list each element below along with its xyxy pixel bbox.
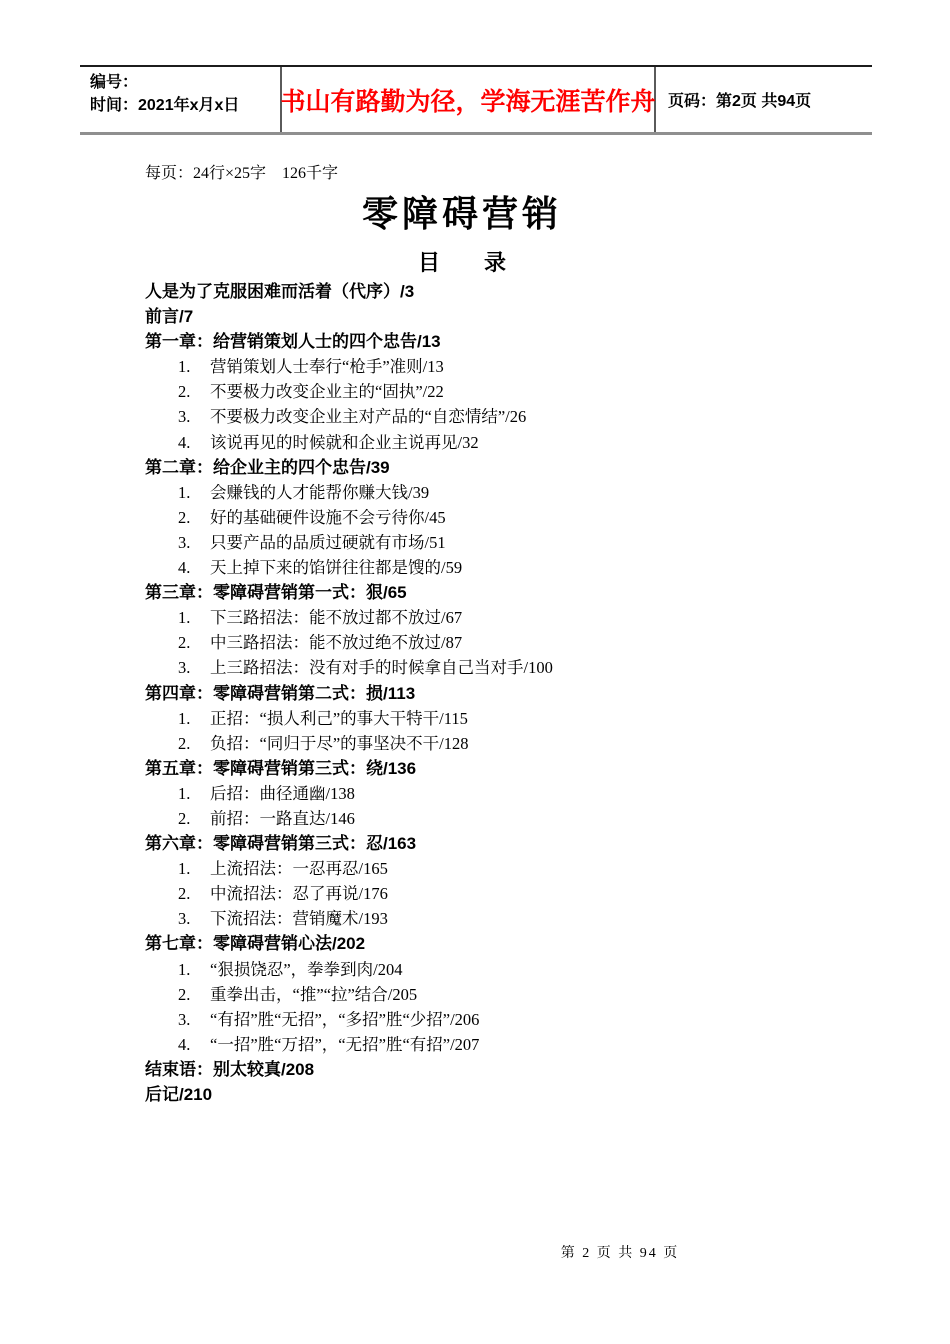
document-title: 零障碍营销	[361, 194, 562, 234]
toc-item-number: 1.	[178, 482, 191, 502]
motto-banner: 书山有路勤为径，学海无涯苦作舟	[280, 88, 656, 116]
header-info-cell	[80, 67, 280, 132]
toc-item-row	[145, 806, 825, 831]
page-meta-line: 每页：24行×25字 126千字	[145, 165, 339, 182]
toc-item-text: 只要产品的品质过硬就有市场/51	[210, 532, 446, 552]
toc-item-row	[145, 480, 825, 505]
toc-item-number: 2.	[178, 984, 191, 1004]
toc-item-number: 3.	[178, 658, 191, 678]
toc-chapter-row: 人是为了克服困难而活着（代序）/3	[145, 282, 415, 301]
toc-item-text: 好的基础硬件设施不会亏待你/45	[210, 507, 446, 527]
toc-item-row	[145, 781, 825, 806]
toc-chapter-row: 第六章：零障碍营销第三式：忍/163	[145, 834, 417, 854]
page-footer: 第 2 页 共 94 页	[560, 1246, 680, 1261]
toc-item-text: 不要极力改变企业主对产品的“自恋情结”/26	[210, 407, 527, 427]
toc-item-row	[145, 354, 825, 379]
toc-item-number: 2.	[178, 733, 191, 753]
toc-item-number: 3.	[178, 909, 191, 929]
toc-item-row	[145, 731, 825, 756]
page-number-label: 页码：第2页 共94页	[668, 93, 812, 110]
header-table	[80, 65, 872, 135]
toc-item-row	[145, 404, 825, 429]
toc-item-row	[145, 906, 825, 931]
toc-item-number: 3.	[178, 407, 191, 427]
toc-chapter-row: 结束语：别太较真/208	[145, 1059, 315, 1079]
toc-item-text: 下流招法：营销魔术/193	[210, 909, 388, 929]
toc-chapter-row: 第一章：给营销策划人士的四个忠告/13	[145, 332, 441, 352]
toc-item-row	[145, 605, 825, 630]
toc-item-row	[145, 530, 825, 555]
toc-item-number: 4.	[178, 558, 191, 578]
toc-chapter-row: 第四章：零障碍营销第二式：损/113	[145, 683, 416, 703]
toc-chapter-row: 第五章：零障碍营销第三式：绕/136	[145, 758, 417, 778]
toc-item-row	[145, 555, 825, 580]
toc-item-row	[145, 856, 825, 881]
toc-item-row	[145, 881, 825, 906]
toc-item-row	[145, 630, 825, 655]
toc-item-text: 天上掉下来的馅饼往往都是馊的/59	[210, 558, 463, 578]
toc-item-number: 2.	[178, 633, 191, 653]
toc-item-text: “一招”胜“万招”，“无招”胜“有招”/207	[210, 1034, 480, 1054]
toc-item-number: 3.	[178, 1009, 191, 1029]
toc-chapter-row: 第七章：零障碍营销心法/202	[145, 934, 366, 954]
toc-item-text: 下三路招法：能不放过都不放过/67	[210, 608, 463, 628]
header-banner-cell	[280, 67, 656, 132]
toc-item-text: “狠损饶忍”，拳拳到肉/204	[210, 959, 403, 979]
toc-item-text: 会赚钱的人才能帮你赚大钱/39	[210, 482, 430, 502]
toc-item-row	[145, 379, 825, 404]
toc-item-number: 1.	[178, 708, 191, 728]
toc-item-text: 前招：一路直达/146	[210, 808, 355, 828]
toc-item-number: 1.	[178, 859, 191, 879]
toc-item-row	[145, 1007, 825, 1032]
toc-item-text: 不要极力改变企业主的“固执”/22	[210, 382, 444, 402]
toc-item-number: 2.	[178, 507, 191, 527]
toc-item-number: 2.	[178, 884, 191, 904]
toc-item-number: 2.	[178, 382, 191, 402]
toc-item-row	[145, 982, 825, 1007]
toc-item-text: “有招”胜“无招”，“多招”胜“少招”/206	[210, 1009, 480, 1029]
toc-item-row	[145, 706, 825, 731]
toc-item-text: 上三路招法：没有对手的时候拿自己当对手/100	[210, 658, 553, 678]
toc-item-number: 1.	[178, 959, 191, 979]
toc-item-text: 该说再见的时候就和企业主说再见/32	[210, 432, 479, 452]
toc-item-number: 1.	[178, 783, 191, 803]
toc-item-number: 2.	[178, 808, 191, 828]
toc-heading: 目 录	[417, 250, 506, 275]
toc-item-row	[145, 430, 825, 455]
doc-number-label: 编号：	[90, 74, 139, 91]
toc-chapter-row: 后记/210	[145, 1085, 213, 1104]
doc-time-label: 时间：2021年x月x日	[90, 97, 240, 114]
toc-item-number: 3.	[178, 532, 191, 552]
toc-item-number: 4.	[178, 432, 191, 452]
toc-item-text: 营销策划人士奉行“枪手”准则/13	[210, 357, 444, 377]
toc-item-row	[145, 957, 825, 982]
toc-item-text: 重拳出击，“推”“拉”结合/205	[210, 984, 418, 1004]
toc-item-text: 中流招法：忍了再说/176	[210, 884, 388, 904]
toc-item-text: 后招：曲径通幽/138	[210, 783, 355, 803]
toc-chapter-row: 第三章：零障碍营销第一式：狠/65	[145, 583, 407, 603]
toc-chapter-row: 前言/7	[145, 307, 194, 327]
toc-chapter-row: 第二章：给企业主的四个忠告/39	[145, 457, 390, 477]
toc-item-number: 4.	[178, 1034, 191, 1054]
toc-item-text: 负招：“同归于尽”的事坚决不干/128	[210, 733, 469, 753]
toc-item-number: 1.	[178, 357, 191, 377]
header-page-cell	[656, 67, 872, 132]
toc-list	[145, 279, 825, 1107]
toc-item-row	[145, 505, 825, 530]
toc-item-row	[145, 655, 825, 680]
toc-item-row	[145, 1032, 825, 1057]
toc-item-number: 1.	[178, 608, 191, 628]
toc-item-text: 正招：“损人利己”的事大干特干/115	[210, 708, 468, 728]
toc-item-text: 中三路招法：能不放过绝不放过/87	[210, 633, 463, 653]
toc-item-text: 上流招法：一忍再忍/165	[210, 859, 388, 879]
